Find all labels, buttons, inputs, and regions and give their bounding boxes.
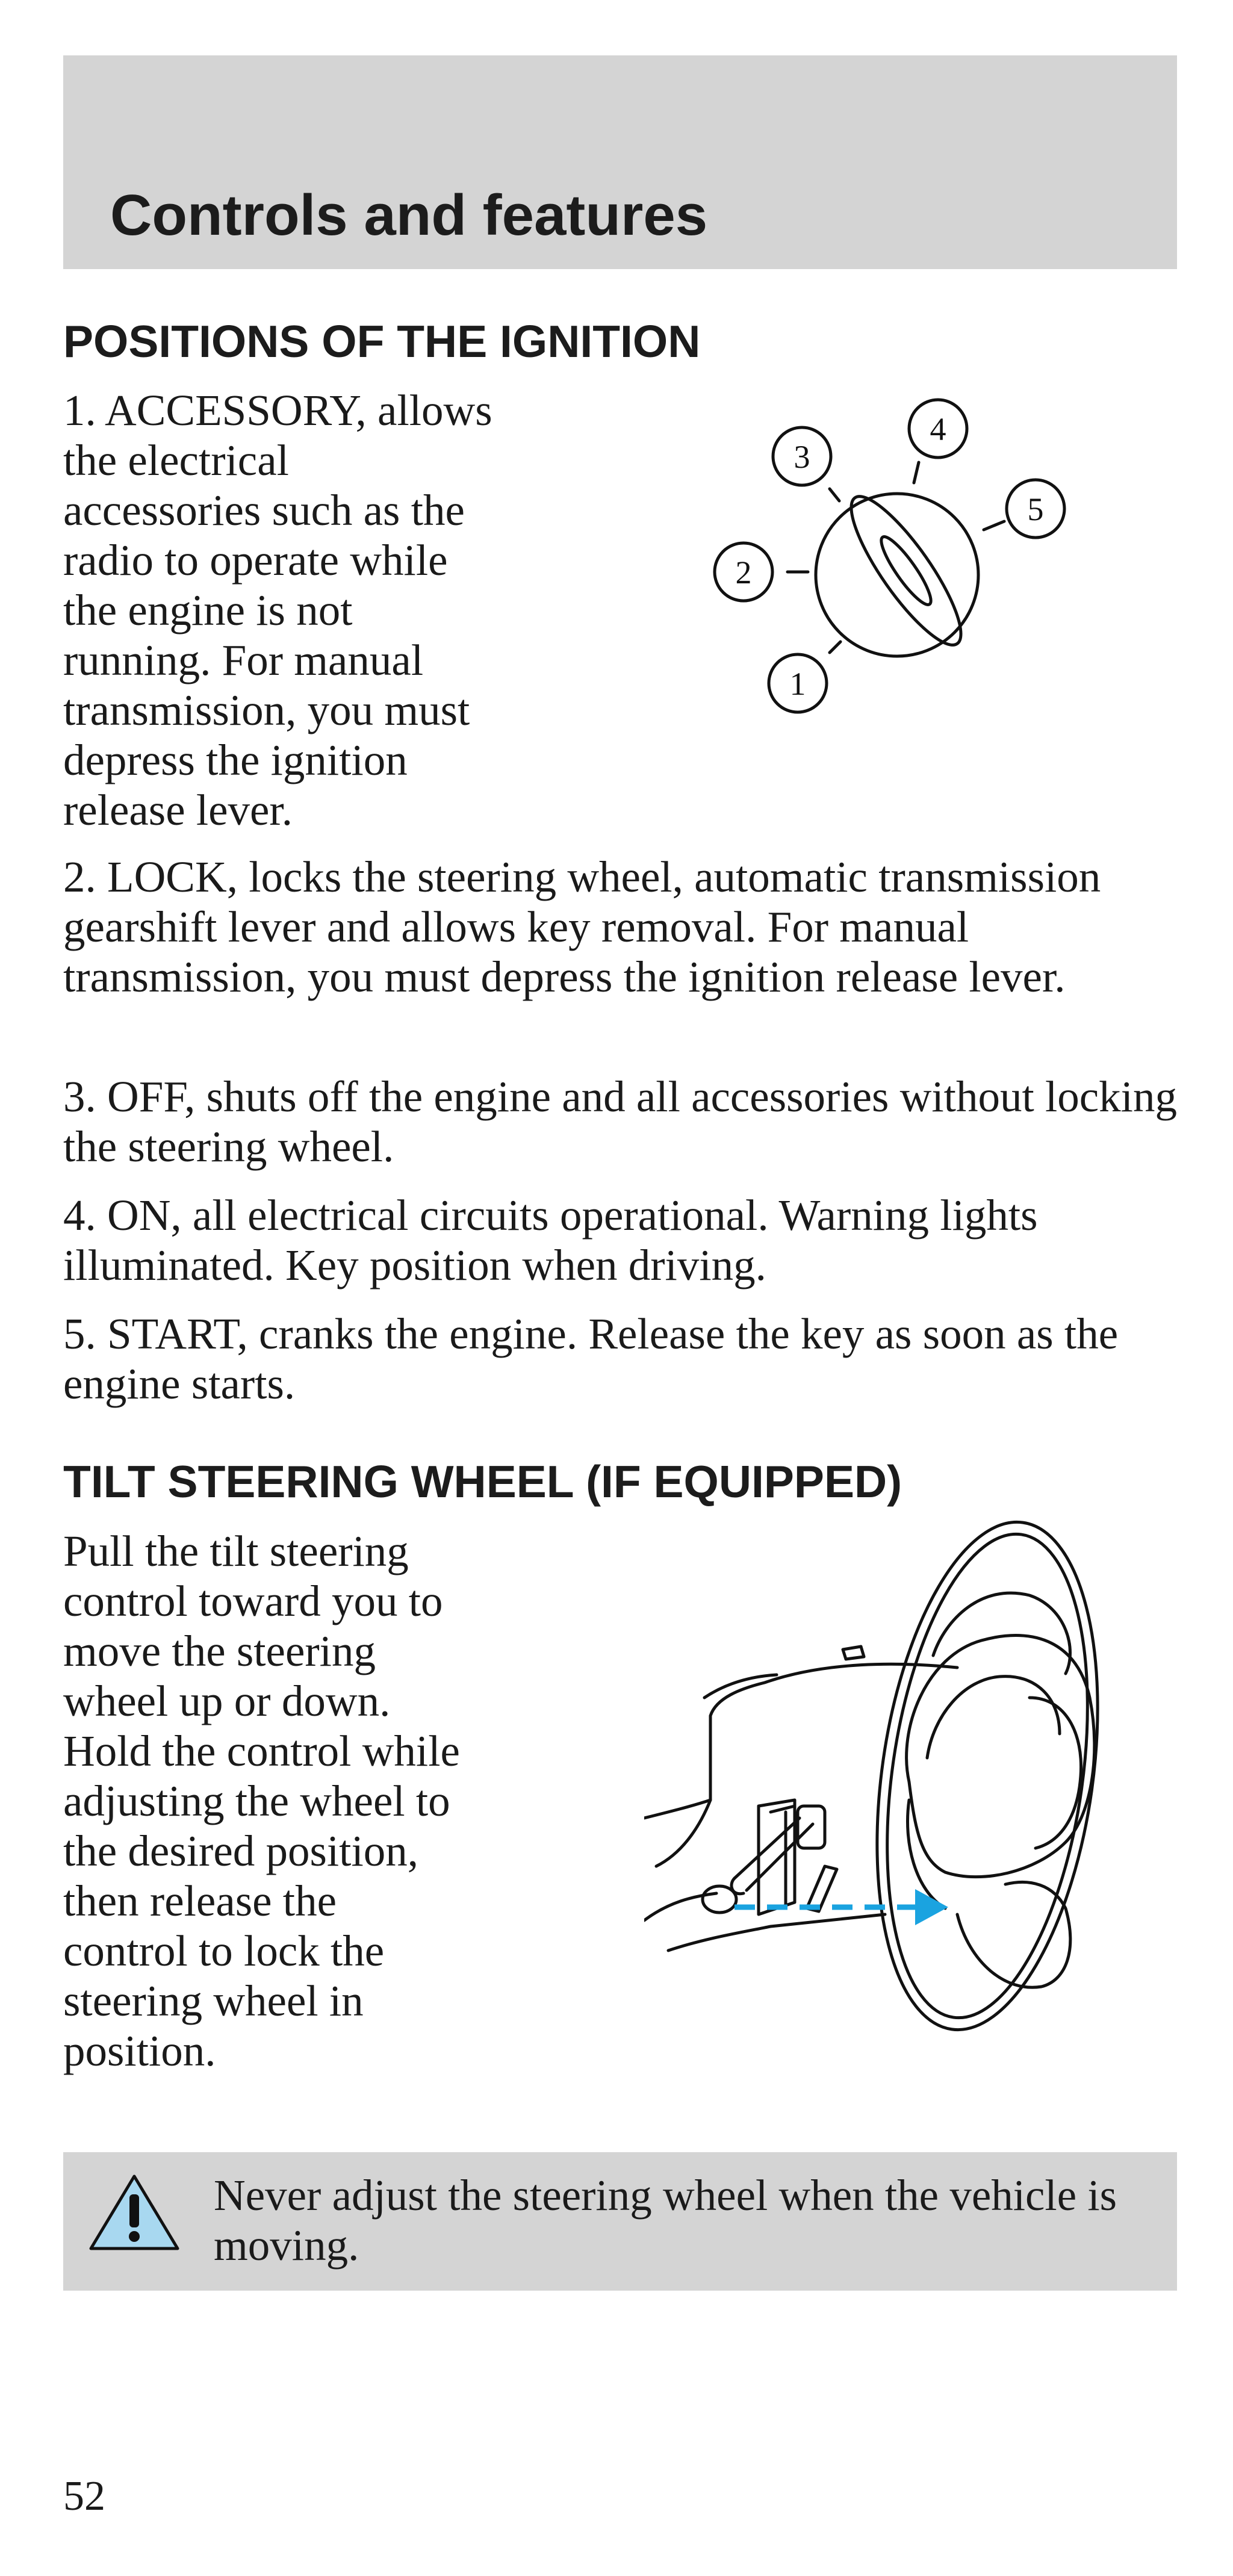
steering-wheel-spoke-top <box>933 1593 1070 1674</box>
text-line: adjusting the wheel to <box>63 1777 450 1825</box>
ignition-item-1 <box>63 385 492 835</box>
column-housing <box>759 1800 795 1914</box>
ignition-item-2: 2. LOCK, locks the steering wheel, automatic transmission gearshift lever and allows key removal. For manual transmission, you must depress the ignition release lever. <box>63 852 1101 1001</box>
ignition-key-slot-inner <box>875 532 937 610</box>
ignition-item-3: 3. OFF, shuts off the engine and all accessories without locking the steering wheel. <box>63 1072 1177 1171</box>
text-line: steering wheel in <box>63 1976 364 2025</box>
text-line: Hold the control while <box>63 1727 460 1775</box>
position-4-label: 4 <box>930 411 946 447</box>
text-line: then release the <box>63 1876 337 1925</box>
ignition-item-5: 5. START, cranks the engine. Release the key as soon as the engine starts. <box>63 1309 1119 1408</box>
text-line: Pull the tilt steering <box>63 1527 409 1575</box>
text-line: wheel up or down. <box>63 1677 391 1725</box>
text-line: transmission, you must <box>63 686 470 734</box>
position-2-label: 2 <box>735 554 752 591</box>
position-3-label: 3 <box>794 439 810 475</box>
tilt-body <box>63 1526 460 2076</box>
steering-wheel-illustration <box>644 1517 1162 2071</box>
header-band <box>63 55 1177 269</box>
page-number: 52 <box>63 2473 105 2519</box>
ignition-heading: POSITIONS OF THE IGNITION <box>63 316 701 367</box>
warning-box <box>63 2152 1177 2291</box>
text-line: the electrical <box>63 436 289 485</box>
text-line: 1. ACCESSORY, allows <box>63 386 492 435</box>
text-line: accessories such as the <box>63 486 465 535</box>
text-line: position. <box>63 2026 216 2075</box>
text-line: radio to operate while <box>63 536 448 585</box>
text-line: running. For manual <box>63 636 424 684</box>
text-line: the engine is not <box>63 586 353 635</box>
text-line: control to lock the <box>63 1926 385 1975</box>
ignition-diagram <box>698 385 1090 722</box>
page-title: Controls and features <box>110 183 708 247</box>
text-line: control toward you to <box>63 1577 443 1625</box>
steering-column-upper <box>656 1664 957 1866</box>
tilt-lever-knob <box>703 1886 736 1913</box>
warning-triangle-icon <box>86 2170 182 2255</box>
text-line: the desired position, <box>63 1826 418 1875</box>
position-5-label: 5 <box>1027 491 1044 527</box>
tilt-heading: TILT STEERING WHEEL (IF EQUIPPED) <box>63 1456 902 1507</box>
text-line: move the steering <box>63 1627 376 1675</box>
position-1-label: 1 <box>789 666 806 702</box>
warning-text: Never adjust the steering wheel when the vehicle is moving. <box>214 2171 1117 2270</box>
column-switch <box>843 1646 864 1659</box>
steering-column-lower <box>668 1914 885 1951</box>
text-line: depress the ignition <box>63 736 408 784</box>
text-line: release lever. <box>63 786 293 834</box>
ignition-item-4: 4. ON, all electrical circuits operational. Warning lights illuminated. Key position when driving. <box>63 1191 1038 1290</box>
